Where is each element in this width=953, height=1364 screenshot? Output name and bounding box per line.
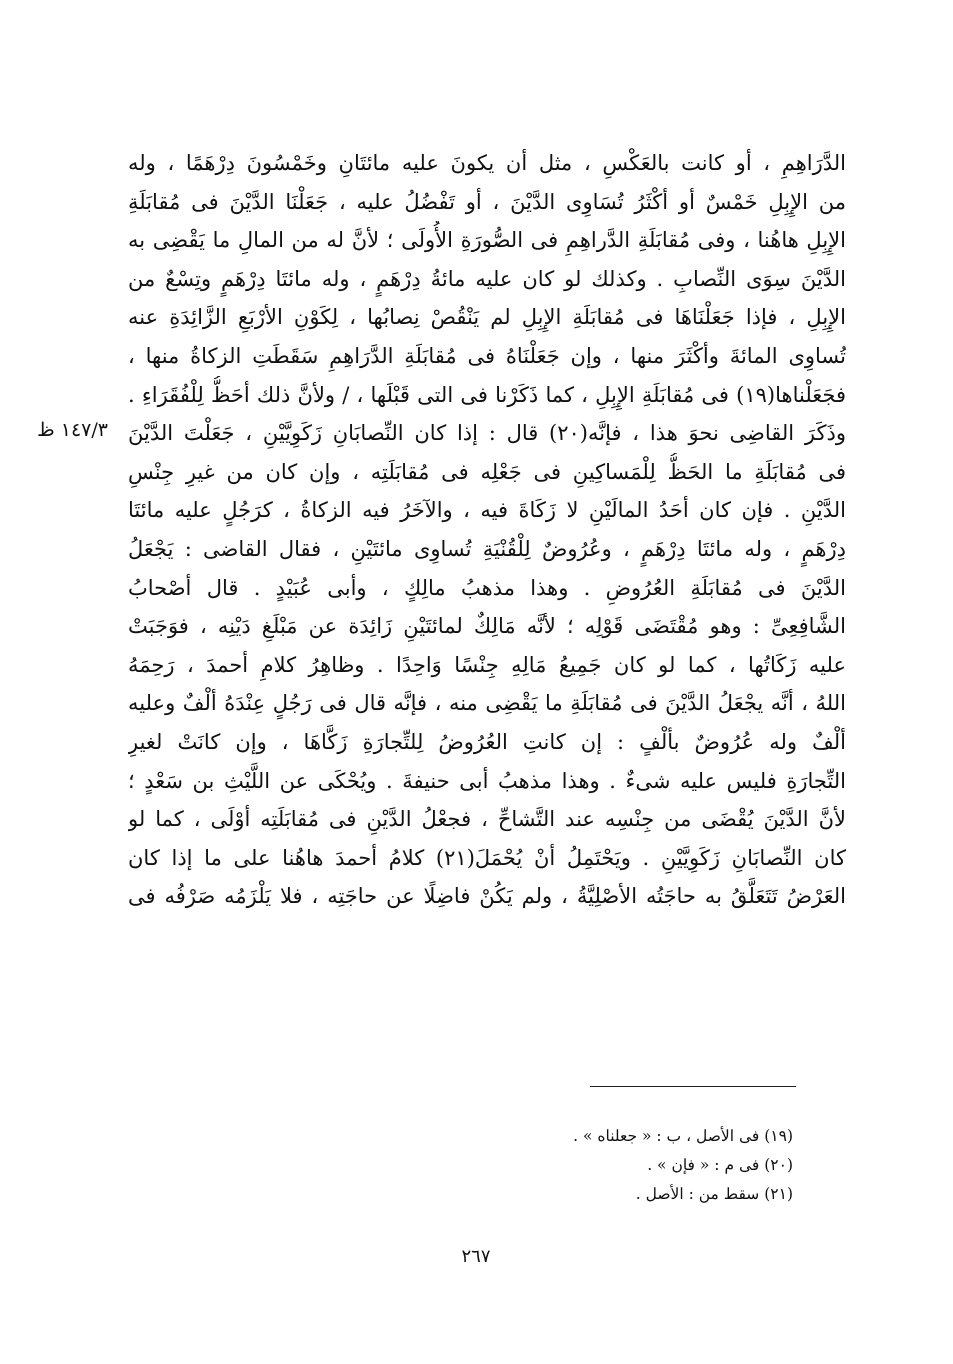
text-line: العَرْضُ تَتَعَلَّقُ به حاجَتُه الأصْلِيَّةُ ، ولم يَكُنْ فاضِلًا عن حاجَتِه ، فلا يَلْزَمُه صَرْفُه فى: [128, 884, 846, 909]
page-number: ٢٦٧: [461, 1246, 491, 1267]
text-line: التِّجارَةِ فليس عليه شىءٌ . وهذا مذهبُ أبى حنيفةَ . ويُحْكَى عن اللَّيْثِ بن سَعْدٍ ؛: [128, 768, 846, 793]
text-line: الدَّيْنَ فى مُقابَلَةِ العُرُوضِ . وهذا مذهبُ مالِكٍ ، وأبى عُبَيْدٍ . قال أصْحابُ: [128, 575, 846, 600]
text-line: الدَّرَاهِمِ ، أو كانت بالعَكْسِ ، مثل أن يكونَ عليه مائتَانِ وخَمْسُونَ دِرْهَمًا ، وله: [128, 151, 846, 175]
text-line: لأنَّ الدَّيْنَ يُقْضَى من جِنْسِه عند التَّشاحِّ ، فجعْلُ الدَّيْنِ فى مُقابَلَتِه أوْلَى ، كما لو: [128, 807, 846, 832]
text-line: الدَّيْنَ سِوَى النِّصابِ . وكذلك لو كان عليه مائةُ دِرْهَمٍ ، وله مائتَا دِرْهَمٍ وتِسْعٌ من: [128, 266, 846, 291]
text-line: كان النِّصابَانِ زَكَوِيَّيْنِ . ويَحْتَمِلُ أنْ يُحْمَلَ(٢١) كلامُ أحمدَ هاهُنا على ما إذا كان: [128, 845, 846, 870]
text-line: ألْفٌ وله عُرُوضٌ بألْفٍ : إن كانتِ العُرُوضُ لِلتِّجارَةِ زَكَّاهَا ، وإن كانَتْ لغيرِ: [128, 729, 846, 754]
text-line: الإِبِلِ ، فإذا جَعَلْنَاهَا فى مُقابَلَةِ الإِبِلِ لم يَنْقُصْ نِصابُها ، لِكَوْنِ الأرْبَعِ الزَّائِدَةِ عنه: [128, 305, 846, 330]
text-line: فى مُقابَلَةِ ما الحَظُّ لِلْمَساكِينِ فى جَعْلِه فى مُقابَلَتِه ، وإن كان من غيرِ جِنْسِ: [128, 459, 846, 484]
text-line: الشَّافِعِىِّ : وهو مُقْتَضَى قَوْلِه ؛ لأنَّه مَالِكٌ لمائتَيْنِ زَائِدَة عن مَبْلَغِ دَيْنِه ، فوَجَبَتْ: [128, 614, 846, 639]
footnote: (٢١) سقط من : الأصل .: [635, 1185, 793, 1203]
main-text-block: [128, 144, 846, 916]
footnote: (١٩) فى الأصل ، ب : « جعلناه » .: [573, 1127, 793, 1145]
text-line: الدَّيْنِ . فإن كان أحَدُ المالَيْنِ لا زَكَاةَ فيه ، والآخَرُ فيه الزكاةُ ، كرَجُلٍ عليه مائتَا: [128, 498, 846, 523]
text-line: فجَعَلْناها(١٩) فى مُقابَلَةِ الإِبِلِ ، كما ذَكَرْنا فى التى قَبْلَها ، / ولأنَّ ذلك أحَظُّ لِلْفُقَرَاءِ .: [128, 382, 846, 407]
text-line: من الإِبِلِ خَمْسٌ أو أكْثَرُ تُسَاوِى الدَّيْنَ ، أو تَفْضُلُ عليه ، جَعَلْنَا الدَّيْنَ فى مُقابَلَةِ: [128, 189, 846, 214]
text-line: دِرْهَمٍ ، وله مائتَا دِرْهَمٍ ، وعُرُوضٌ لِلْقُنْيَةِ تُساوِى مائتَيْنِ ، فقال القاضى : يَجْعَلُ: [128, 536, 846, 561]
margin-folio-reference: ١٤٧/٣ ظ: [37, 419, 108, 441]
footnote-separator-rule: [590, 1086, 796, 1087]
text-line: اللهُ ، أنَّه يجْعَلُ الدَّيْنَ فى مُقابَلَةِ ما يَقْضِى منه ، فإنَّه قال فى رَجُلٍ عِنْدَهُ ألْفٌ وعليه: [128, 691, 846, 716]
text-line: عليه زَكَاتُها ، كما لو كان جَمِيعُ مَالِهِ جِنْسًا وَاحِدًا . وظاهِرُ كلامِ أحمدَ ، رَحِمَهُ: [128, 652, 846, 677]
footnote: (٢٠) فى م : « فإن » .: [647, 1156, 793, 1174]
text-line: وذَكَرَ القاضِى نحوَ هذا ، فإنَّه(٢٠) قال : إذا كان النِّصابَانِ زَكَوِيَّيْنِ ، جَعَلْتَ الدَّيْنَ: [128, 421, 846, 446]
footnotes: [393, 1122, 793, 1209]
text-line: تُساوِى المائةَ وأكْثَرَ منها ، وإن جَعَلْنَاهُ فى مُقابَلَةِ الدَّرَاهِمِ سَقَطَتِ الزكاةُ منها ،: [128, 343, 846, 368]
text-line: الإِبِلِ هاهُنا ، وفى مُقابَلَةِ الدَّراهِمِ فى الصُّورَةِ الأُولَى ؛ لأنَّ له من المالِ ما يَقْضِى به: [128, 228, 846, 253]
